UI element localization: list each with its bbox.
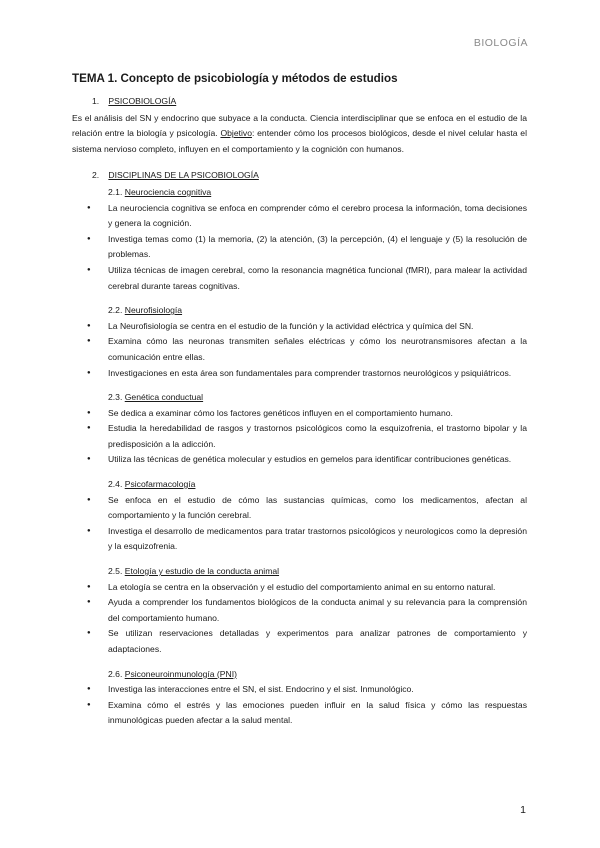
section-number: 1. <box>92 96 100 106</box>
subsection-heading <box>72 564 527 580</box>
paragraph-text: : entender cómo los procesos biológicos, desde el nivel celular hasta el sistema nervioso completo, influyen en el comportamiento y la cognición con humanos. <box>72 128 527 154</box>
subsection <box>72 390 527 468</box>
subsection-title: Neurofisiología <box>124 305 183 316</box>
subsections-list <box>72 185 527 729</box>
bullet-item: ● Examina cómo las neuronas transmiten señales eléctricas y cómo los neurotransmisores afectan a la comunicación entre ellas. <box>72 334 527 365</box>
subsection-title: Psiconeuroinmunología (PNI) <box>124 668 237 679</box>
bullet-list <box>72 493 527 555</box>
page-header-subject: BIOLOGÍA <box>473 37 528 49</box>
subsection-heading <box>72 477 527 493</box>
subsection-title: Etología y estudio de la conducta animal <box>124 566 280 577</box>
document-body <box>72 94 527 738</box>
subsection-number: 2.1. <box>108 186 123 197</box>
bullet-list <box>72 580 527 658</box>
bullet-list <box>72 682 527 729</box>
subsection <box>72 564 527 658</box>
subsection-number: 2.5. <box>108 566 123 577</box>
subsection-heading <box>72 390 527 406</box>
bullet-item: ● La neurociencia cognitiva se enfoca en comprender cómo el cerebro procesa la información, toma decisiones y genera la cognición. <box>72 201 527 232</box>
subsection-heading <box>72 667 527 683</box>
section-paragraph <box>72 111 527 158</box>
subsection-number: 2.3. <box>108 392 123 403</box>
section-number: 2. <box>92 170 100 181</box>
page-number: 1 <box>520 804 526 816</box>
bullet-item: ● Examina cómo el estrés y las emociones pueden influir en la salud física y cómo las respuestas inmunológicas pueden afectar a la salud mental. <box>72 698 527 729</box>
bullet-item: ● Se utilizan reservaciones detalladas y experimentos para analizar patrones de comportamiento y adaptaciones. <box>72 626 527 657</box>
bullet-item: ● Investiga las interacciones entre el SN, el sist. Endocrino y el sist. Inmunológico. <box>72 682 527 698</box>
bullet-list <box>72 406 527 468</box>
bullet-list <box>72 201 527 295</box>
subsection <box>72 477 527 555</box>
subsection <box>72 185 527 294</box>
subsection-heading <box>72 303 527 319</box>
subsection-number: 2.6. <box>108 668 123 679</box>
bullet-item: ● Investigaciones en esta área son fundamentales para comprender trastornos neurológicos y psiquiátricos. <box>72 366 527 382</box>
document-title: TEMA 1. Concepto de psicobiología y métodos de estudios <box>72 72 398 85</box>
subsection-title: Genética conductual <box>124 392 204 403</box>
subsection <box>72 667 527 729</box>
bullet-item: ● La Neurofisiología se centra en el estudio de la función y la actividad eléctrica y química del SN. <box>72 319 527 335</box>
objective-label: Objetivo <box>220 128 252 139</box>
paragraph-text: Es el análisis del SN y endocrino que subyace a la conducta. Ciencia interdisciplinar que se enfoca en el estudio de la relación entre la biología y psicología. <box>72 112 527 139</box>
bullet-list <box>72 319 527 381</box>
bullet-item: ● Se dedica a examinar cómo los factores genéticos influyen en el comportamiento humano. <box>72 406 527 422</box>
subsection-title: Neurociencia cognitiva <box>124 186 212 197</box>
bullet-item: ● Se enfoca en el estudio de cómo las sustancias químicas, como los medicamentos, afectan al comportamiento y la función cerebral. <box>72 493 527 524</box>
section-heading <box>72 94 527 110</box>
subsection-number: 2.4. <box>108 479 123 490</box>
section-title: DISCIPLINAS DE LA PSICOBIOLOGÍA <box>108 170 259 181</box>
subsection-number: 2.2. <box>108 305 123 316</box>
section-heading <box>72 168 527 184</box>
bullet-item: ● Ayuda a comprender los fundamentos biológicos de la conducta animal y su relevancia para la comprensión del comportamiento humano. <box>72 595 527 626</box>
subsection <box>72 303 527 381</box>
subsection-heading <box>72 185 527 201</box>
bullet-item: ● Estudia la heredabilidad de rasgos y trastornos psicológicos como la esquizofrenia, el trastorno bipolar y la predisposición a la adicción. <box>72 421 527 452</box>
bullet-item: ● Utiliza las técnicas de genética molecular y estudios en gemelos para identificar contribuciones genéticas. <box>72 452 527 468</box>
bullet-item: ● Investiga el desarrollo de medicamentos para tratar trastornos psicológicos y neurologicos como la depresión y la esquizofrenia. <box>72 524 527 555</box>
bullet-item: ● La etología se centra en la observación y el estudio del comportamiento animal en su entorno natural. <box>72 580 527 596</box>
bullet-item: ● Utiliza técnicas de imagen cerebral, como la resonancia magnética funcional (fMRI), para malear la actividad cerebral durante tareas cognitivas. <box>72 263 527 294</box>
subsection-title: Psicofarmacología <box>124 479 196 490</box>
bullet-item: ● Investiga temas como (1) la memoria, (2) la atención, (3) la percepción, (4) el lenguaje y (5) la resolución de problemas. <box>72 232 527 263</box>
section-title: PSICOBIOLOGÍA <box>108 96 177 106</box>
